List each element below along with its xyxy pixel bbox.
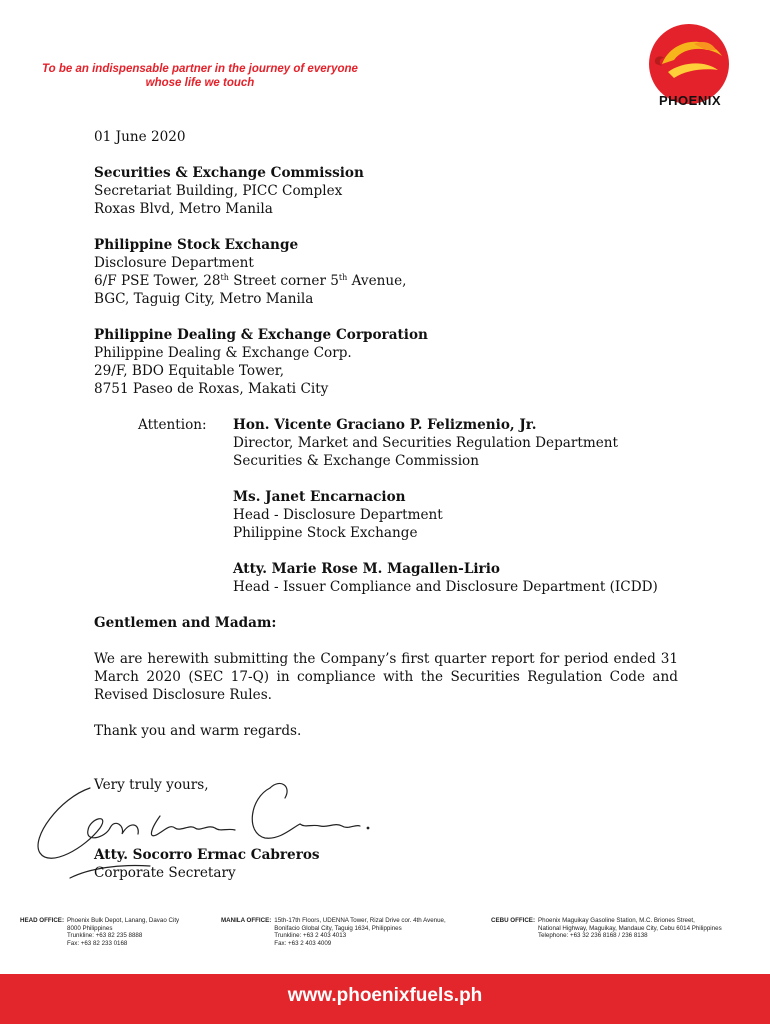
recipient-name: Philippine Stock Exchange [94, 237, 299, 253]
recipient-line: 8751 Paseo de Roxas, Makati City [94, 381, 329, 397]
tagline-line-1: To be an indispensable partner in the journey of everyone [42, 63, 358, 75]
pse-address-line-1: 6/F PSE Tower, 28th Street corner 5th Avenue, [94, 273, 407, 289]
recipient-line: 29/F, BDO Equitable Tower, [94, 363, 285, 379]
attention-line: Philippine Stock Exchange [233, 525, 418, 541]
letter-date: 01 June 2020 [94, 129, 186, 145]
office-line: Fax: +63 82 233 0168 [67, 939, 128, 947]
recipient-line: Disclosure Department [94, 255, 254, 271]
signer-title: Corporate Secretary [94, 865, 236, 881]
attention-name: Hon. Vicente Graciano P. Felizmenio, Jr. [233, 417, 537, 433]
attention-line: Director, Market and Securities Regulation Department [233, 435, 619, 451]
attention-line: Securities & Exchange Commission [233, 453, 479, 469]
recipient-line: Secretariat Building, PICC Complex [94, 183, 343, 199]
office-line: Bonifacio Global City, Taguig 1634, Philippines [274, 924, 402, 932]
closing-line: Very truly yours, [94, 777, 209, 793]
letter-body [94, 128, 678, 794]
office-line: Phoenix Bulk Depot, Lanang, Davao City [67, 917, 180, 924]
recipient-name: Philippine Dealing & Exchange Corporation [94, 327, 428, 343]
attention-line: Head - Issuer Compliance and Disclosure Department (ICDD) [233, 579, 658, 595]
thanks-line: Thank you and warm regards. [94, 723, 302, 739]
recipient-line: Roxas Blvd, Metro Manila [94, 201, 273, 217]
office-line: 8000 Philippines [67, 924, 113, 932]
office-line: Fax: +63 2 403 4009 [274, 939, 332, 947]
signature-block [94, 846, 320, 882]
pse-address-line-2: BGC, Taguig City, Metro Manila [94, 291, 314, 307]
salutation: Gentlemen and Madam: [94, 615, 277, 631]
recipient-name: Securities & Exchange Commission [94, 165, 364, 181]
attention-name: Atty. Marie Rose M. Magallen-Lirio [233, 561, 500, 577]
office-label: CEBU OFFICE: [491, 917, 535, 924]
attention-block [94, 416, 678, 596]
footer-head-office [20, 917, 179, 947]
office-line: Trunkline: +63 82 235 8888 [67, 932, 143, 940]
body-paragraph: We are herewith submitting the Company’s first quarter report for period ended 31 March 2020 (SEC 17-Q) in compliance with the Securities Regulation Code and Revised Disclosure Rules. [94, 651, 678, 703]
office-line: Phoenix Maguikay Gasoline Station, M.C. Briones Street, [538, 917, 695, 924]
footer-manila-office [221, 917, 446, 947]
office-label: MANILA OFFICE: [221, 917, 272, 924]
office-line: Telephone: +63 32 236 8168 / 236 8138 [538, 932, 648, 940]
tagline-line-2: whose life we touch [145, 77, 255, 89]
logo-wordmark: PHOENIX [658, 93, 721, 108]
attention-label: Attention: [138, 417, 207, 433]
office-label: HEAD OFFICE: [20, 917, 64, 924]
tagline [20, 62, 380, 90]
recipient-line: Philippine Dealing & Exchange Corp. [94, 345, 352, 361]
attention-line: Head - Disclosure Department [233, 507, 443, 523]
website-link[interactable]: www.phoenixfuels.ph [287, 985, 483, 1006]
office-line: 15th-17th Floors, UDENNA Tower, Rizal Drive cor. 4th Avenue, [274, 917, 446, 924]
office-line: National Highway, Maguikay, Mandaue City, Cebu 6014 Philippines [538, 924, 722, 932]
office-line: Trunkline: +63 2 403 4013 [274, 932, 347, 940]
signer-name: Atty. Socorro Ermac Cabreros [94, 847, 320, 863]
footer-cebu-office [491, 917, 722, 940]
attention-name: Ms. Janet Encarnacion [233, 489, 406, 505]
